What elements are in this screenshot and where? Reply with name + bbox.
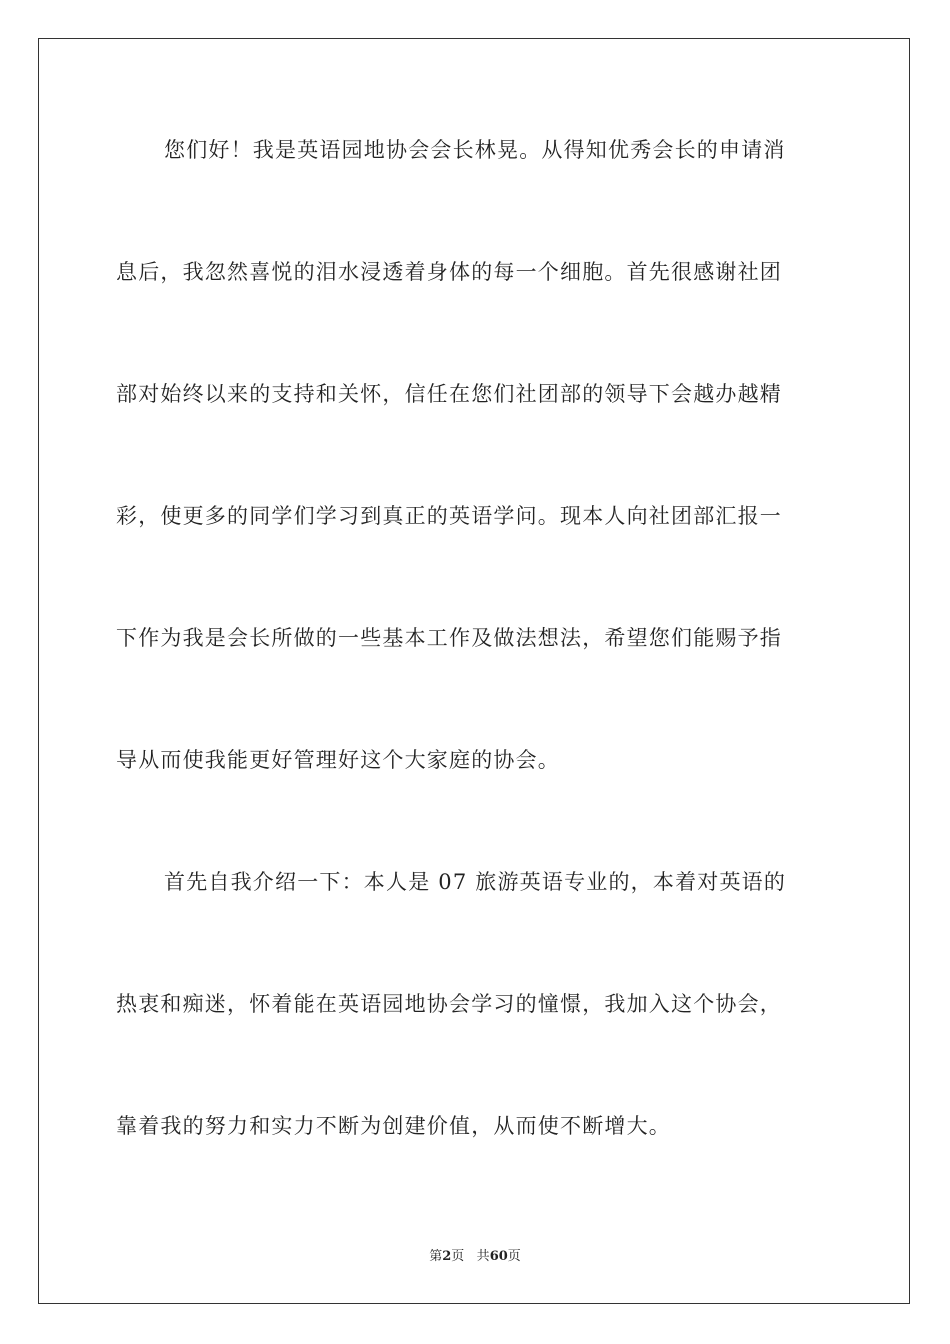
paragraph-2-line-3: 靠着我的努力和实力不断为创建价值，从而使不断增大。 xyxy=(116,1114,671,1138)
paragraph-1-line-5: 下作为我是会长所做的一些基本工作及做法想法，希望您们能赐予指 xyxy=(116,626,782,650)
paragraph-1-line-1: 您们好！我是英语园地协会会长林晃。从得知优秀会长的申请消 xyxy=(164,138,786,162)
page-footer xyxy=(0,1245,950,1264)
page-prefix: 第 xyxy=(429,1249,443,1264)
paragraph-1-line-3: 部对始终以来的支持和关怀，信任在您们社团部的领导下会越办越精 xyxy=(116,382,782,406)
total-suffix: 页 xyxy=(507,1249,521,1264)
paragraph-1-line-4: 彩，使更多的同学们学习到真正的英语学问。现本人向社团部汇报一 xyxy=(116,504,782,528)
total-prefix: 共 xyxy=(476,1249,490,1264)
total-pages: 60 xyxy=(489,1249,508,1264)
paragraph-2-line-2: 热衷和痴迷，怀着能在英语园地协会学习的憧憬，我加入这个协会， xyxy=(116,992,782,1016)
paragraph-1-line-6: 导从而使我能更好管理好这个大家庭的协会。 xyxy=(116,748,560,772)
page-suffix: 页 xyxy=(451,1249,465,1264)
paragraph-1-line-2: 息后，我忽然喜悦的泪水浸透着身体的每一个细胞。首先很感谢社团 xyxy=(116,260,782,284)
page-number: 2 xyxy=(442,1249,452,1264)
paragraph-2-line-1: 首先自我介绍一下：本人是 07 旅游英语专业的，本着对英语的 xyxy=(164,870,787,894)
